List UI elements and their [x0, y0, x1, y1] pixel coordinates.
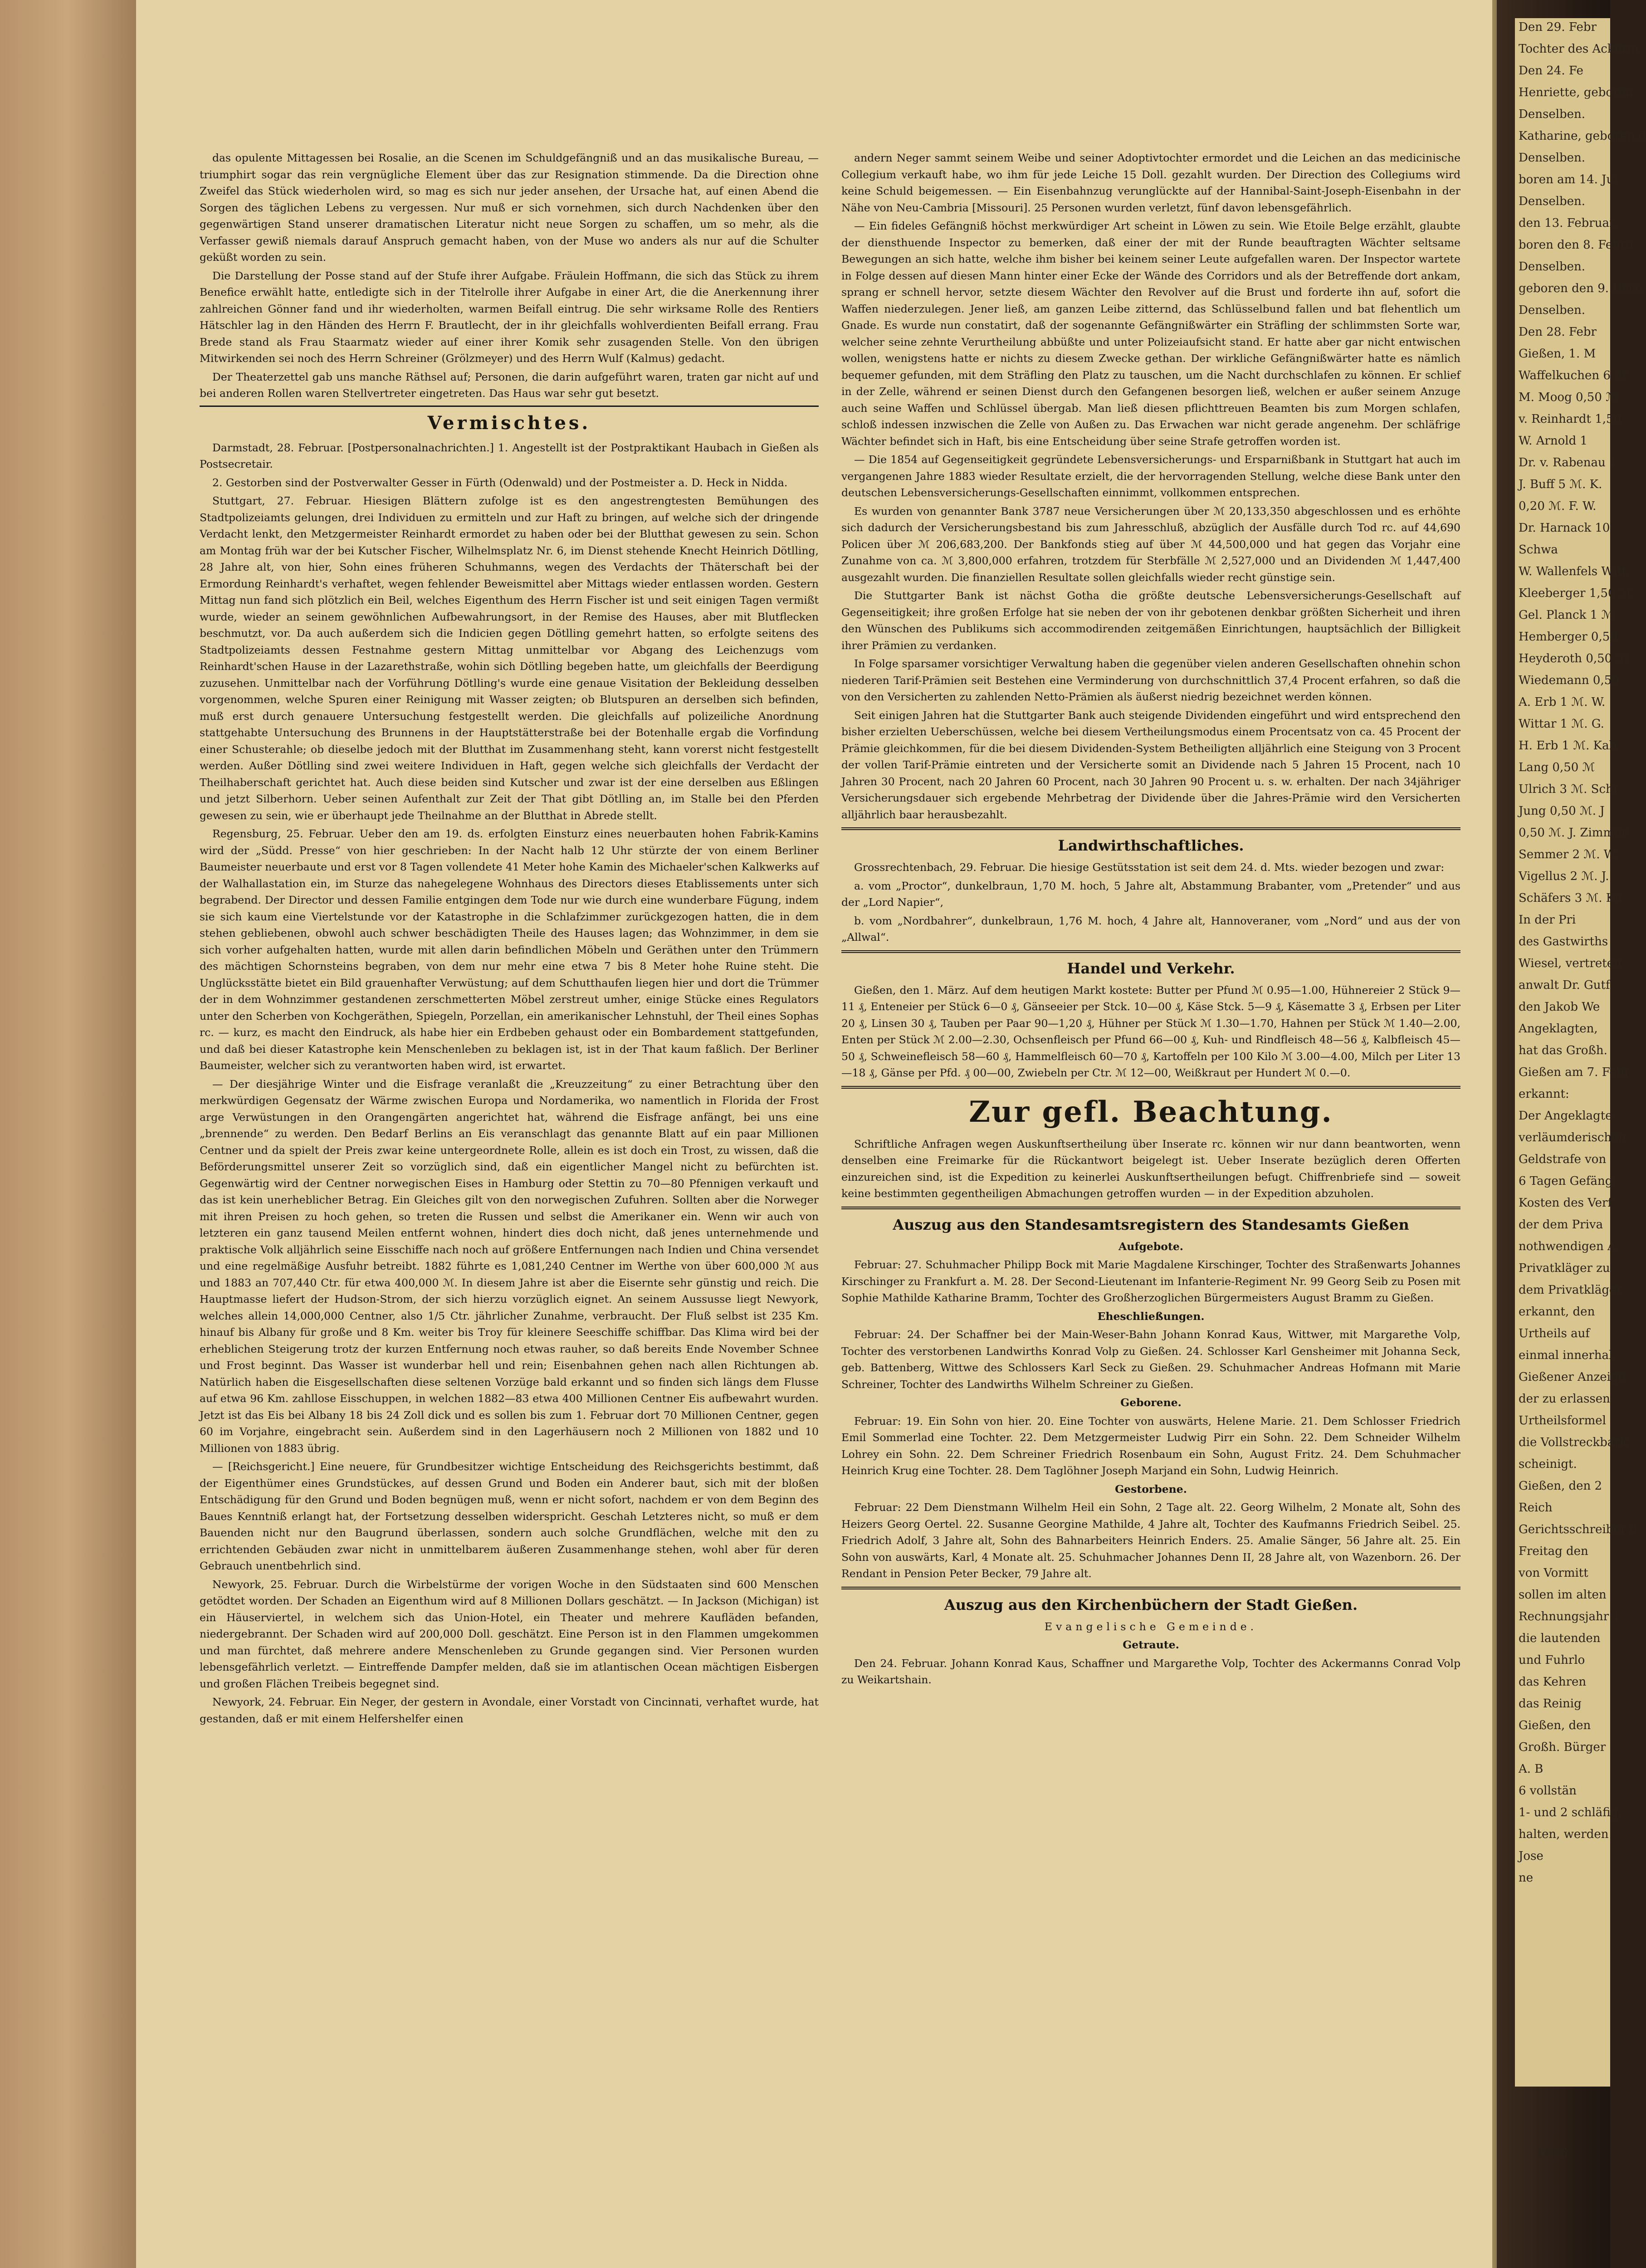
left-column — [200, 150, 819, 2064]
article-newyork-2: Newyork, 24. Februar. Ein Neger, der gestern in Avondale, einer Vorstadt von Cincinnati, verhaftet wurde, hat gestanden, daß er mit einem Helfershelfer einen — [200, 1696, 819, 1725]
article-continued: andern Neger sammt seinem Weibe und seiner Adoptivtochter ermordet und die Leichen an das medicinische Collegium verkauft habe, wo ihm für jede Leiche 15 Doll. gezahlt wurden. Der Direction des Collegiums wird keine Schuld beigemessen. — Ein Eisenbahnzug verunglückte auf der Hannibal-Saint-Joseph-Eisenbahn in der Nähe von Neu-Cambria [Missouri]. 25 Personen wurden verletzt, fünf davon lebensgefährlich. — [841, 152, 1460, 214]
next-page-line: A. Erb 1 ℳ. W. — [1519, 695, 1606, 709]
next-page-line: A. B — [1519, 1762, 1543, 1776]
next-page-line: Gerichtsschreiber d — [1519, 1523, 1638, 1536]
next-page-line: scheinigt. — [1519, 1457, 1577, 1471]
next-page-line: Waffelkuchen 6 ℳ — [1519, 369, 1627, 382]
next-page-line: Den 29. Febr — [1519, 20, 1597, 34]
next-page-line: hat das Großh. — [1519, 1044, 1607, 1057]
next-page-line: Kosten des Verf — [1519, 1196, 1612, 1210]
next-page-line: das Kehren — [1519, 1675, 1587, 1689]
aufgebote-heading: Aufgebote. — [1118, 1240, 1183, 1253]
article-darmstadt-2: 2. Gestorben sind der Postverwalter Gesser in Fürth (Odenwald) und der Postmeister a. D. Heck in Nidda. — [212, 476, 788, 489]
theatre-review-paragraph: Die Darstellung der Posse stand auf der Stufe ihrer Aufgabe. Fräulein Hoffmann, die sich das Stück zu ihrem Benefice erwählt hatte, entledigte sich in der Titelrolle ihrer Aufgabe in einer Art, die die Anerkennung ihrer zahlreichen Gönner fand und ihr wiederholten, warmen Beifall eintrug. Die sehr wirksame Rolle des Rentiers Hätschler lag in den Händen des Herrn F. Brautlecht, der in ihr gleichfalls wohlverdienten Beifall errang. Frau Brede stand als Frau Staarmatz wieder auf einer ihrer Komik sehr zusagenden Stelle. Von den übrigen Mitwirkenden sei noch des Herrn Schreiner (Grölzmeyer) und des Herrn Wulf (Kalmus) gedacht. — [200, 269, 819, 365]
book-edge-left — [0, 0, 136, 2268]
next-page-line: 1- und 2 schläfig, — [1519, 1806, 1622, 1819]
next-page-line: Vigellus 2 ℳ. J. — [1519, 870, 1609, 883]
next-page-line: 6 vollstän — [1519, 1784, 1577, 1798]
section-heading-trade: Handel und Verkehr. — [1067, 959, 1235, 977]
ehe-heading: Eheschließungen. — [1097, 1310, 1205, 1323]
divider — [841, 1207, 1460, 1209]
next-page-line: erkannt, den — [1519, 1305, 1595, 1319]
divider — [841, 1086, 1460, 1089]
next-page-line: Denselben. — [1519, 260, 1586, 274]
theatre-review-paragraph: das opulente Mittagessen bei Rosalie, an die Scenen im Schuldgefängniß und an das musikalische Bureau, — triumphirt sogar das rein vergnügliche Element über das zur Resignation stimmende. Da die Direction ohne Zweifel das Stück wiederholen wird, so mag es sich nur jeder ansehen, der Ursache hat, auf einen Abend die Sorgen des täglichen Lebens zu vergessen. Nur muß er sich vornehmen, sich durch Nachdenken über den gegenwärtigen Stand unserer dramatischen Literatur nicht neue Sorgen zu schaffen, um so mehr, als die Verfasser gewiß niemals darauf Anspruch gemacht haben, von der Muse wo anders als nur auf die Schulter geküßt worden zu sein. — [200, 152, 819, 264]
next-page-line: Ulrich 3 ℳ. Schr — [1519, 782, 1619, 796]
next-page-line: Der Angeklagte — [1519, 1109, 1612, 1123]
next-page-line: 6 Tagen Gefäng — [1519, 1174, 1613, 1188]
next-page-line: Dr. v. Rabenau 1 — [1519, 456, 1617, 469]
next-page-line: Den 24. Fe — [1519, 64, 1583, 78]
next-page-line: W. Arnold 1 — [1519, 434, 1588, 448]
next-page-line: Heyderoth 0,50 ℳ — [1519, 652, 1629, 665]
section-heading-miscellany: Vermischtes. — [427, 412, 591, 434]
gest-heading: Gestorbene. — [1115, 1482, 1187, 1496]
next-page-line: halten, werden — [1519, 1828, 1609, 1841]
next-page-line: Rechnungsjahr 1 — [1519, 1610, 1621, 1623]
next-page-line: Großh. Bürger — [1519, 1740, 1606, 1754]
next-page-line: 0,50 ℳ. J. Zimmer — [1519, 826, 1627, 840]
next-page-line: einmal innerhal — [1519, 1349, 1613, 1362]
divider — [841, 1587, 1460, 1589]
divider — [841, 827, 1460, 830]
next-page-line: Privatkläger zu — [1519, 1261, 1610, 1275]
next-page-line: Tochter des Ackerm — [1519, 42, 1639, 56]
next-page-line: anwalt Dr. Gutf — [1519, 978, 1610, 992]
section-heading-agriculture: Landwirthschaftliches. — [1058, 837, 1244, 854]
registry-heading: Auszug aus den Standesamtsregistern des Standesamts Gießen — [893, 1216, 1409, 1233]
article-reichsgericht: — [Reichsgericht.] Eine neuere, für Grundbesitzer wichtige Entscheidung des Reichsgerichts bestimmt, daß der Eigenthümer eines Grundstückes, auf dessen Grund und Boden ein Anderer baut, sich mit der bloßen Entschädigung für den Grund und Boden begnügen muß, wenn er nicht sofort, nachdem er von dem Beginn des Baues Kenntniß erlangt hat, der Fortsetzung desselben widerspricht. Geschah Letzteres nicht, so muß er dem Bauenden nicht nur den Baugrund überlassen, sondern auch solche Grundflächen, welche mit den zu errichtenden Gebäuden zwar nicht in unmittelbarem äußeren Zusammenhange stehen, wohl aber für deren Gebrauch unentbehrlich sind. — [200, 1460, 819, 1572]
article-regensburg: Regensburg, 25. Februar. Ueber den am 19. ds. erfolgten Einsturz eines neuerbauten hohen Fabrik-Kamins wird der „Südd. Presse“ von hier geschrieben: In der Nacht halb 12 Uhr stürzte der von einem Berliner Baumeister neuerbaute und erst vor 8 Tagen vollendete 41 Meter hohe Kamin des Michaeler'schen Kalkwerks auf der Walhallastation ein, im Sturze das nahegelegene Wohnhaus des Directors dieses Etablissements unter sich begrabend. Der Director und dessen Familie entgingen dem Tode nur wie durch eine wunderbare Fügung, indem sie sich kaum eine Viertelstunde vor der Katastrophe in die Schlafzimmer zurückgezogen hatten, die in dem stehen gebliebenen, obwohl auch schwer beschädigten Theile des Hauses lagen; das Wohnzimmer, in dem sie sich vorher aufgehalten hatten, wurde mit allen darin befindlichen Möbeln und Geräthen unter den Trümmern des mächtigen Schornsteins begraben, von dem nur mehr eine etwa 7 bis 8 Meter hohe Ruine steht. Die Unglücksstätte bietet ein Bild grauenhafter Verwüstung; auf dem Schutthaufen liegen hier und dort die Trümmer der in dem Wohnzimmer gestandenen zerschmetterten Möbel zerstreut umher, einige Stücke eines Regulators unter den Scherben von Kochgeräthen, Spiegeln, Porzellan, ein amerikanischer Lehnstuhl, der Theil eines Sophas rc. — kurz, es macht den Eindruck, als habe hier ein Erdbeben gehaust oder ein Bombardement stattgefunden, und daß bei dieser Katastrophe kein Menschenleben zu beklagen ist, ist in der That kaum faßlich. Der Berliner Baumeister, welcher sich zu verantworten haben wird, ist erwartet. — [200, 827, 819, 1072]
agri-item-b: b. vom „Nordbahrer“, dunkelbraun, 1,76 M. hoch, 4 Jahre alt, Hannoveraner, vom „Nord“ und aus der von „Allwal“. — [841, 914, 1460, 943]
next-page-line: des Gastwirths — [1519, 935, 1608, 948]
next-page-line: Den 28. Febr — [1519, 325, 1597, 339]
next-page-line: Schwa — [1519, 543, 1558, 557]
next-page-line: der zu erlassen — [1519, 1392, 1610, 1406]
next-page-line: In der Pri — [1519, 913, 1576, 927]
next-page-line: Gießen am 7. Febr — [1519, 1066, 1630, 1079]
next-page-line: boren den 8. Febru — [1519, 238, 1634, 252]
article-bank-4: In Folge sparsamer vorsichtiger Verwaltung haben die gegenüber vielen anderen Gesellschaften ohnehin schon niederen Tarif-Prämien seit Bestehen eine Verminderung von durchschnittlich 37,4 Procent erfahren, so daß die von den Versicherten zu zahlenden Netto-Prämien als äußerst niedrig bezeichnet werden können. — [841, 657, 1460, 703]
article-bank-2: Es wurden von genannter Bank 3787 neue Versicherungen über ℳ 20,133,350 abgeschlossen und es erhöhte sich dadurch der Versicherungsbestand bis zum Jahresschluß, abzüglich der Ausfälle durch Tod rc. auf 44,690 Policen über ℳ 206,683,200. Der Bankfonds stieg auf über ℳ 44,500,000 und hat gegen das Vorjahr eine Zunahme von ca. ℳ 3,800,000 erfahren, trotzdem für Sterbfälle ℳ 2,527,000 und an Dividenden ℳ 1,447,400 ausgezahlt wurden. Die finanziellen Resultate sollen gleichfalls wieder recht günstige sein. — [841, 504, 1460, 584]
next-page-line: Gel. Planck 1 ℳ — [1519, 608, 1614, 622]
next-page-line: Denselben. — [1519, 108, 1586, 121]
next-page-line: und Fuhrlo — [1519, 1653, 1585, 1667]
next-page-line: das Reinig — [1519, 1697, 1582, 1711]
next-page-line: H. Erb 1 ℳ. Kab — [1519, 739, 1617, 753]
trade-text: Gießen, den 1. März. Auf dem heutigen Markt kostete: Butter per Pfund ℳ 0.95—1.00, Hühnereier 2 Stück 9—11 ₰, Enteneier per Stück 6—0 ₰, Gänseeier per Stck. 10—00 ₰, Käse Stck. 5—9 ₰, Käsematte 3 ₰, Erbsen per Liter 20 ₰, Linsen 30 ₰, Tauben per Paar 90—1,20 ₰, Hühner per Stück ℳ 1.30—1.70, Hahnen per Stück ℳ 1.40—2.00, Enten per Stück ℳ 2.00—2.30, Ochsenfleisch per Pfund 66—00 ₰, Kuh- und Rindfleisch 48—56 ₰, Kalbfleisch 45—50 ₰, Schweinefleisch 58—60 ₰, Hammelfleisch 60—70 ₰, Kartoffeln per 100 Kilo ℳ 3.00—4.00, Milch per Liter 13—18 ₰, Gänse per Pfd. ₰ 00—00, Zwiebeln per Ctr. ℳ 12—00, Weißkraut per Hundert ℳ 0.—0. — [841, 983, 1460, 1079]
next-page-line: Gießen, 1. M — [1519, 347, 1596, 361]
next-page-line: W. Wallenfels Witt — [1519, 565, 1626, 578]
aufgebote-text: Februar: 27. Schuhmacher Philipp Bock mit Marie Magdalene Kirschinger, Tochter des Straßenwarts Johannes Kirschinger zu Frankfurt a. M. 28. Der Second-Lieutenant im Infanterie-Regiment Nr. 99 Georg Seib zu Posen mit Sophie Mathilde Katharine Bramm, Tochter des Großherzoglichen Bürgermeisters August Bramm zu Gießen. — [841, 1258, 1460, 1304]
page-number: 1426 — [1535, 2146, 1568, 2160]
getraute-text: Den 24. Februar. Johann Konrad Kaus, Schaffner und Margarethe Volp, Tochter des Ackermanns Conrad Volp zu Weikartshain. — [841, 1657, 1460, 1686]
next-page-line: Henriette, geboren — [1519, 86, 1633, 99]
next-page-line: nothwendigen A — [1519, 1240, 1616, 1253]
notice-heading: Zur gefl. Beachtung. — [969, 1095, 1333, 1129]
next-page-line: der dem Priva — [1519, 1218, 1603, 1232]
next-page-line: den Jakob We — [1519, 1000, 1600, 1014]
next-page-line: Denselben. — [1519, 303, 1586, 317]
next-page-line: Jung 0,50 ℳ. J — [1519, 804, 1605, 818]
next-page-line: ne — [1519, 1871, 1534, 1885]
ehe-text: Februar: 24. Der Schaffner bei der Main-Weser-Bahn Johann Konrad Kaus, Wittwer, mit Margarethe Volp, Tochter des verstorbenen Landwirths Konrad Volp zu Gießen. 24. Schlosser Karl Gensheimer mit Johanna Seck, geb. Battenberg, Wittwe des Schlossers Karl Seck zu Gießen. 29. Schuhmacher Andreas Hofmann mit Marie Schreiner, Tochter des Landwirths Wilhelm Schreiner zu Gießen. — [841, 1328, 1460, 1391]
next-page-line: v. Reinhardt 1,50 — [1519, 412, 1622, 426]
next-page-edge — [1515, 18, 1646, 2087]
next-page-line: boren am 14. Jul — [1519, 173, 1618, 186]
next-page-line: Urtheilsformel — [1519, 1414, 1606, 1427]
next-page-line: Gießen, den — [1519, 1719, 1591, 1732]
next-page-line: die lautenden — [1519, 1632, 1601, 1645]
next-page-line: die Vollstreckbark — [1519, 1436, 1627, 1449]
geb-text: Februar: 19. Ein Sohn von hier. 20. Eine Tochter von auswärts, Helene Marie. 21. Dem Schlosser Friedrich Emil Sommerlad eine Tochter. 22. Dem Metzgermeister Ludwig Pirr ein Sohn. 22. Dem Schneider Wilhelm Lohrey ein Sohn. 22. Dem Schreiner Friedrich Rosenbaum ein Sohn, August Fritz. 24. Dem Schuhmacher Heinrich Krug eine Tochter. 28. Dem Taglöhner Joseph Marjand ein Sohn, Ludwig Heinrich. — [841, 1414, 1460, 1477]
next-page-line: sollen im alten — [1519, 1588, 1607, 1602]
next-page-line: den 13. Februar. — [1519, 216, 1617, 230]
next-page-line: Schäfers 3 ℳ. Ka — [1519, 891, 1622, 905]
article-stuttgart: Stuttgart, 27. Februar. Hiesigen Blättern zufolge ist es den angestrengtesten Bemühungen des Stadtpolizeiamts gelungen, drei Individuen zu ermitteln und zur Haft zu bringen, auf welche sich der dringende Verdacht lenkt, den Metzgermeister Reinhardt ermordet zu haben oder bei der Blutthat gewesen zu sein. Schon am Montag früh war der bei Kutscher Fischer, Wilhelmsplatz Nr. 6, im Dienst stehende Knecht Heinrich Dötlling, 28 Jahre alt, von hier, Sohn eines früheren Schuhmanns, wegen des Verdachts der Thäterschaft bei der Ermordung Reinhardt's verhaftet, wegen fehlender Beweismittel aber Mittags wieder entlassen worden. Gestern Mittag nun fand sich plötzlich ein Beil, welches Eigenthum des Herrn Fischer ist und seit einigen Tagen vermißt wurde, wieder an seinem gewöhnlichen Aufbewahrungsort, in der Remise des Hauses, aber mit Blutflecken beschmutzt, vor. Da auch außerdem sich die Indicien gegen Dötlling gemehrt hatten, so erfolgte seitens des Stadtpolizeiamts dessen Festnahme gestern Mittag unmittelbar vor Abgang des Leichenzugs vom Reinhardt'schen Hause in der Lazarethstraße, wohin sich Dötlling begeben hatte, um gleichfalls der Beerdigung zuzusehen. Unmittelbar nach der Vorführung Dötlling's wurde eine genaue Visitation der Bekleidung desselben vorgenommen, welche Spuren einer Reinigung mit Wasser zeigten; ob Blutspuren an derselben sich befinden, muß erst durch genauere Untersuchung festgestellt werden. Die gleichfalls auf polizeiliche Anordnung stattgehabte Untersuchung des Brunnens in der Hauptstätterstraße bei der Botenhalle ergab die Vorfindung einer Schusterahle; ob dieselbe jedoch mit der Blutthat im Zusammenhang steht, kann vorerst nicht festgestellt werden. Außer Dötlling sind zwei weitere Individuen in Haft, gegen welche sich gleichfalls der Verdacht der Theilhaberschaft gerichtet hat. Auch diese beiden sind Kutscher und zwar ist der eine derselben aus Eßlingen und jetzt Silberhorn. Ueber seinen Aufenthalt zur Zeit der That gibt Dötlling an, im Stalle bei den Pferden gewesen zu sein, wie er überhaupt jede Theilnahme an der Blutthat in Abrede stellt. — [200, 494, 819, 822]
next-page-line: Denselben. — [1519, 195, 1586, 208]
gest-text: Februar: 22 Dem Dienstmann Wilhelm Heil ein Sohn, 2 Tage alt. 22. Georg Wilhelm, 2 Monate alt, Sohn des Heizers Georg Oertel. 22. Susanne Georgine Mathilde, 4 Jahre alt, Tochter des Kaufmanns Friedrich Seibel. 25. Friedrich Adolf, 3 Jahre alt, Sohn des Bahnarbeiters Heinrich Enders. 25. Amalie Sänger, 56 Jahre alt. 25. Ein Sohn von auswärts, Karl, 4 Monate alt. 25. Schuhmacher Johannes Denn II, 28 Jahre alt, von Wazenborn. 26. Der Rendant in Pension Peter Becker, 79 Jahre alt. — [841, 1501, 1460, 1580]
next-page-line: erkannt: — [1519, 1087, 1569, 1101]
next-page-line: geboren den 9. Dece — [1519, 282, 1643, 295]
church-heading: Auszug aus den Kirchenbüchern der Stadt Gießen. — [944, 1596, 1358, 1613]
next-page-line: verläumderischen — [1519, 1131, 1626, 1144]
next-page-line: Gießener Anzeige — [1519, 1370, 1626, 1384]
next-page-line: M. Moog 0,50 ℳ — [1519, 391, 1618, 404]
agri-item-a: a. vom „Proctor“, dunkelbraun, 1,70 M. hoch, 5 Jahre alt, Abstammung Brabanter, vom „Pretender“ und aus der „Lord Napier“, — [841, 879, 1460, 909]
geb-heading: Geborene. — [1120, 1396, 1182, 1409]
next-page-line: Gießen, den 2 — [1519, 1479, 1602, 1493]
article-bank-1: — Die 1854 auf Gegenseitigkeit gegründete Lebensversicherungs- und Ersparnißbank in Stuttgart hat auch im vergangenen Jahre 1883 wieder Resultate erzielt, die der hervorragenden Stellung, welche diese Bank unter den deutschen Lebensversicherungs-Gesellschaften einnimmt, vollkommen entsprechen. — [841, 453, 1460, 499]
next-page-line: Reich — [1519, 1501, 1553, 1515]
divider — [841, 950, 1460, 953]
next-page-line: Geldstrafe von — [1519, 1153, 1607, 1166]
next-page-line: dem Privatkläger — [1519, 1283, 1622, 1297]
next-page-line: Wiedemann 0,50 — [1519, 674, 1619, 687]
next-page-line: Freitag den — [1519, 1545, 1588, 1558]
next-page-line: 0,20 ℳ. F. W. — [1519, 499, 1597, 513]
agri-text: Grossrechtenbach, 29. Februar. Die hiesige Gestütsstation ist seit dem 24. d. Mts. wieder bezogen und zwar: — [854, 861, 1445, 874]
next-page-line: Hemberger 0,50 — [1519, 630, 1617, 644]
article-darmstadt: Darmstadt, 28. Februar. [Postpersonalnachrichten.] 1. Angestellt ist der Postpraktikant Haubach in Gießen als Postsecretair. — [200, 441, 819, 470]
next-page-line: Wiesel, vertreten — [1519, 957, 1622, 970]
next-page-line: J. Buff 5 ℳ. K. — [1519, 478, 1602, 491]
next-page-line: Urtheils auf — [1519, 1327, 1590, 1340]
next-page-line: Semmer 2 ℳ. W. — [1519, 848, 1618, 861]
notice-text: Schriftliche Anfragen wegen Auskunftsertheilung über Inserate rc. können wir nur dann beantworten, wenn denselben eine Freimarke für die Rückantwort beigelegt ist. Ueber Inserate bezüglich deren Offerten einzureichen sind, ist die Expedition zu keinerlei Auskunftsertheilungen befugt. Chiffrenbriefe sind — soweit keine bestimmten gegentheiligen Abmachungen getroffen wurden — in der Expedition abzuholen. — [841, 1137, 1460, 1200]
article-winter-ice: — Der diesjährige Winter und die Eisfrage veranlaßt die „Kreuzzeitung“ zu einer Betrachtung über den merkwürdigen Gegensatz der Wärme zwischen Europa und Nordamerika, wo namentlich in Florida der Frost arge Verwüstungen in den Orangengärten angerichtet hat, während die Eisfrage anfängt, bei uns eine „brennende“ zu werden. Den Bedarf Berlins an Eis veranschlagt das genannte Blatt auf ein paar Millionen Centner und da spielt der Preis zwar keine untergeordnete Rolle, allein es ist doch ein Trost, zu wissen, daß die Beförderungsmittel unserer Zeit so vorzüglich sind, daß ein eigentlicher Mangel nicht zu befürchten ist. Gegenwärtig wird der Centner norwegischen Eises in Hamburg oder Stettin zu 70—80 Pfennigen verkauft und das ist kein unerheblicher Betrag. Ein Gleiches gilt von den norwegischen Zufuhren. Sollten aber die Norweger mit ihren Preisen zu hoch gehen, so treten die Russen und selbst die Amerikaner ein. Wenn wir auch von letzteren ein ganz tausend Meilen entfernt wohnen, hindert dies doch nicht, daß jenes unternehmende und praktische Volk alljährlich seine Eisschiffe nach noch auf größere Entfernungen nach Indien und China versendet und eine regelmäßige Ausfuhr betreibt. 1882 führte es 1,081,240 Centner im Werthe von über 600,000 ℳ aus und 1883 an 707,440 Ctr. für etwa 400,000 ℳ. In diesem Jahre ist aber die Eisernte sehr günstig und reich. Die Hauptmasse liefert der Hudson-Strom, der sich hierzu vorzüglich eignet. An seinem Aussusse liegt Newyork, welches allein 14,000,000 Centner, also 1/5 Ctr. jährlicher Zunahme, verbraucht. Der Fluß selbst ist 235 Km. hinauf bis Albany für große und 8 Km. weiter bis Troy für kleinere Seeschiffe schiffbar. Das Klima wird bei der erheblichen Steigerung trotz der kurzen Entfernung noch etwas rauher, so daß bereits Ende November Schnee und Frost beginnt. Das Wasser ist wunderbar hell und rein; Eisenbahnen gehen nach allen Richtungen ab. Natürlich haben die Eisgesellschaften diese seltenen Vorzüge bald erkannt und so finden sich längs dem Flusse auf etwa 96 Km. zahllose Eisschuppen, in welchen 1882—83 etwa 400 Millionen Centner Eis aufbewahrt wurden. Jetzt ist das Eis bei Albany 18 bis 24 Zoll dick und es sollen bis zum 1. Februar dort 70 Millionen Centner, gegen 60 im Vorjahre, eingebracht sein. Außerdem sind in den Lagerhäusern noch 2 Millionen von 1882 und 10 Millionen von 1883 übrig. — [200, 1077, 819, 1455]
divider — [200, 406, 819, 407]
next-page-line: Denselben. — [1519, 151, 1586, 165]
next-page-line: Dr. Harnack 10 — [1519, 521, 1610, 535]
next-page-line: Kleeberger 1,50 ℳ — [1519, 587, 1632, 600]
church-subheading: Evangelische Gemeinde. — [1044, 1620, 1258, 1633]
next-page-line: Lang 0,50 ℳ — [1519, 761, 1595, 774]
next-page-line: Katharine, geboren d — [1519, 129, 1646, 143]
article-prison: — Ein fideles Gefängniß höchst merkwürdiger Art scheint in Löwen zu sein. Wie Etoile Belge erzählt, glaubte der diensthuende Inspector zu bemerken, daß einer der mit der Runde beauftragten Wächter seltsame Bewegungen an sich hatte, welche ihm bisher bei keinem seiner Leute aufgefallen waren. Der Inspector wartete in Folge dessen auf diesen Mann hinter einer Ecke der Wände des Corridors und als der Betreffende dort ankam, sprang er schnell hervor, setzte diesem Wächter den Revolver auf die Brust und forderte ihn auf, sofort die Waffen niederzulegen. Jener ließ, am ganzen Leibe zitternd, das Schlüsselbund fallen und bat flehentlich um Gnade. Es wurde nun constatirt, daß der sogenannte Gefängnißwärter ein Sträfling der schlimmsten Sorte war, welcher seine zehnte Verurtheilung abbüßte und unter Polizeiaufsicht stand. Er hatte aber gar nicht entwischen wollen, wenigstens hatte er nichts zu diesem Zwecke gethan. Der wirkliche Gefängnißwärter hatte es nämlich bequemer gefunden, mit dem Sträfling den Platz zu tauschen, um die Nacht durchschlafen zu können. Er schlief in der Zelle, während er seinen Dienst durch den Gefangenen besorgen ließ, welchen er außer seinem Anzuge auch seine Waffen und Schlüssel übergab. Man ließ diesen pflichttreuen Beamten bis zum Morgen schlafen, schloß indessen inzwischen die Zelle von Außen zu. Das Erwachen war nicht gerade angenehm. Der schläfrige Wächter befindet sich in Haft, bis eine Entscheidung über seine Strafe getroffen worden ist. — [841, 220, 1460, 448]
next-page-line: Wittar 1 ℳ. G. — [1519, 717, 1604, 731]
theatre-review-paragraph: Der Theaterzettel gab uns manche Räthsel auf; Personen, die darin aufgeführt waren, traten gar nicht auf und bei anderen Rollen waren Stellvertreter eingetreten. Das Haus war sehr gut besetzt. — [200, 370, 819, 400]
getraute-heading: Getraute. — [1123, 1638, 1179, 1651]
article-bank-5: Seit einigen Jahren hat die Stuttgarter Bank auch steigende Dividenden eingeführt und wird entsprechend den bisher erzielten Ueberschüssen, welche bei diesem Vertheilungsmodus einem Procentsatz von ca. 45 Procent der Prämie gleichkommen, für die bei diesem Dividenden-System Betheiligten alljährlich eine Steigung von 3 Procent der vollen Tarif-Prämie eintreten und der Versicherte somit an Dividende nach 5 Jahren 15 Procent, nach 10 Jahren 30 Procent, nach 20 Jahren 60 Procent, nach 30 Jahren 90 Procent u. s. w. erhalten. Der nach 34jähriger Versicherungsdauer sich ergebende Mehrbetrag der Dividende über die Jahres-Prämie wird den Versicherten alljährlich baar herausbezahlt. — [841, 709, 1460, 821]
article-newyork-1: Newyork, 25. Februar. Durch die Wirbelstürme der vorigen Woche in den Südstaaten sind 600 Menschen getödtet worden. Der Schaden an Eigenthum wird auf 8 Millionen Dollars geschätzt. — In Jackson (Michigan) ist ein Häuserviertel, in welchem sich das Union-Hotel, ein Theater und mehrere Kaufläden befanden, niedergebrannt. Der Schaden wird auf 200,000 Doll. geschätzt. Eine Person ist in den Flammen umgekommen und man fürchtet, daß mehrere andere Menschenleben zu Grunde gegangen sind. Vier Personen wurden lebensgefährlich verletzt. — Eintreffende Dampfer melden, daß sie im atlantischen Ocean mächtigen Eisbergen und großen Flächen Treibeis begegnet sind. — [200, 1578, 819, 1690]
next-page-line: von Vormitt — [1519, 1566, 1588, 1580]
next-page-line: Angeklagten, — [1519, 1022, 1598, 1036]
article-bank-3: Die Stuttgarter Bank ist nächst Gotha die größte deutsche Lebensversicherungs-Gesellschaft auf Gegenseitigkeit; ihre großen Erfolge hat sie neben der von ihr gebotenen denkbar größten Sicherheit und ihren den Wünschen des Publikums sich accommodirenden zeitgemäßen Einrichtungen, hauptsächlich der Billigkeit ihrer Prämien zu verdanken. — [841, 589, 1460, 652]
right-column — [841, 150, 1460, 2064]
next-page-line: Jose — [1519, 1849, 1543, 1863]
